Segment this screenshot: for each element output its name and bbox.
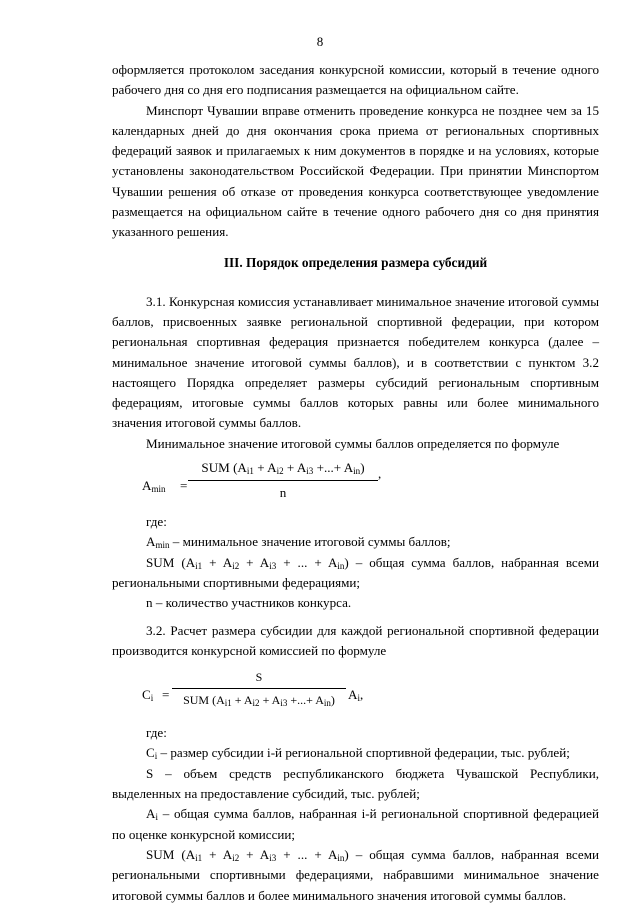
page-number: 8 <box>316 34 324 49</box>
section-title: III. Порядок определения размера субсидий <box>223 254 488 270</box>
definition-a-min: $A_{min}$ – минимальное значение итоговой суммы баллов; <box>146 534 451 551</box>
paragraph-cancel-contest: Минспорт Чувашии вправе отменить проведение конкурса не позднее чем за 15 календарных дней до дня окончания срока приема от региональных спортивных федераций заявок и прилагаемых к ним документов в порядке и на условиях, которые установлены законодательством Российской Федерации. При принятии Минспортом Чувашии решения об отказе от проведения конкурса соответствующее уведомление размещается на официальном сайте в течение одного рабочего дня со дня принятия указанного решения. <box>112 102 599 240</box>
paragraph-protocol: оформляется протоколом заседания конкурсной комиссии, который в течение одного рабочего дня со дня его подписания размещается на официальном сайте. <box>112 62 599 98</box>
formula-lhs: $A_{min}$ <box>142 478 166 495</box>
definition-sum-2: SUM ($A_{i1} + A_{i2} + A_{i3}$ + ... + $A_{in}$) – общая сумма баллов, набранная всеми региональными спортивными федерациями, набравшими минимальное значение итоговой суммы баллов и более минимального значения итоговой суммы баллов. <box>112 846 600 903</box>
paragraph-3-2: 3.2. Расчет размера субсидии для каждой региональной спортивной федерации производится конкурсной комиссией по формуле <box>112 622 599 658</box>
definition-a-i: $A_i$ – общая сумма баллов, набранная i-й региональной спортивной федерацией по оценке конкурсной комиссии; <box>112 806 599 842</box>
formula2-lhs: $C_i$ <box>142 687 154 704</box>
formula-subsidy: $C_i$ = S SUM ($A_{i1} + A_{i2} + A_{i3}$ +...+ $A_{in}$) $A_i$, <box>112 661 599 723</box>
formula-denominator: n <box>279 485 287 501</box>
definition-c-i: $C_i$ – размер субсидии i-й региональной спортивной федерации, тыс. рублей; <box>146 745 570 762</box>
formula2-numerator: S <box>172 667 346 689</box>
formula2-multiplier: $A_i$, <box>348 687 364 704</box>
formula-numerator: SUM ($A_{i1} + A_{i2} + A_{i3}$ +...+ $A_{in}$) <box>188 458 378 481</box>
paragraph-formula-intro: Минимальное значение итоговой суммы баллов определяется по формуле <box>146 435 560 451</box>
definition-sum: SUM ($A_{i1} + A_{i2} + A_{i3}$ + ... + $A_{in}$) – общая сумма баллов, набранная всеми региональными спортивными федерациями; <box>112 554 600 590</box>
formula2-denominator: SUM ($A_{i1} + A_{i2} + A_{i3}$ +...+ $A_{in}$) <box>183 693 335 709</box>
document-body <box>112 60 599 906</box>
formula-fraction <box>188 458 378 504</box>
where-label-2: где: <box>146 725 167 741</box>
definition-s: S – объем средств республиканского бюджета Чувашской Республики, выделенных на предоставление субсидий, тыс. рублей; <box>112 765 599 802</box>
formula2-fraction <box>172 667 346 711</box>
definition-n: n – количество участников конкурса. <box>146 595 352 611</box>
paragraph-3-1: 3.1. Конкурсная комиссия устанавливает минимальное значение итоговой суммы баллов, присвоенных заявке региональной спортивной федерации, при котором региональная спортивная федерация признается победителем конкурса (далее – минимальное значение итоговой суммы баллов), и в соответствии с пунктом 3.2 настоящего Порядка определяет размеры субсидий региональным спортивным федерациям, итоговые суммы баллов которых равны или более минимального значения итоговой суммы баллов. <box>112 293 599 431</box>
where-label: где: <box>146 514 167 530</box>
formula-min-score: $A_{min}$ = SUM ($A_{i1} + A_{i2} + A_{i3}$ +...+ $A_{in}$) n , <box>112 454 599 512</box>
